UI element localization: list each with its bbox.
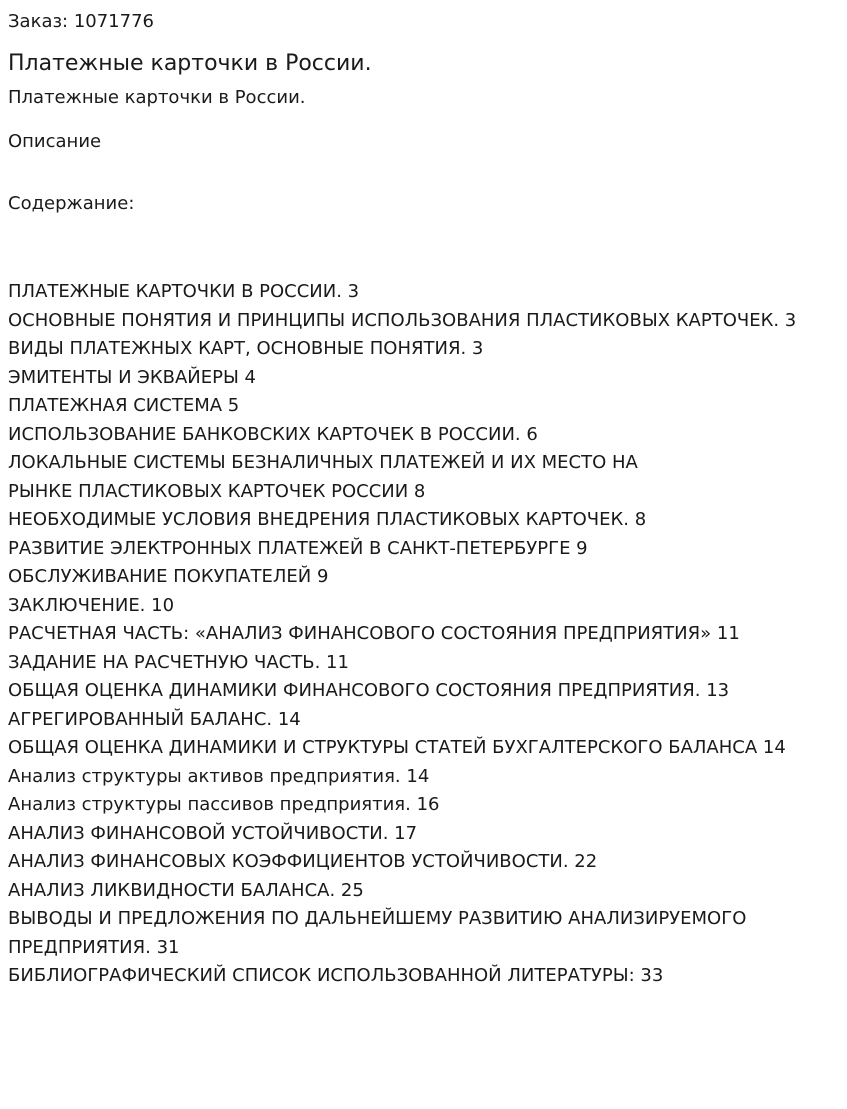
toc-item: ОБЩАЯ ОЦЕНКА ДИНАМИКИ И СТРУКТУРЫ СТАТЕЙ БУХГАЛТЕРСКОГО БАЛАНСА 14 — [8, 737, 786, 758]
toc-item: АНАЛИЗ ЛИКВИДНОСТИ БАЛАНСА. 25 — [8, 879, 364, 901]
toc-item: РАЗВИТИЕ ЭЛЕКТРОННЫХ ПЛАТЕЖЕЙ В САНКТ-ПЕТЕРБУРГЕ 9 — [8, 537, 588, 559]
toc-item: ВЫВОДЫ И ПРЕДЛОЖЕНИЯ ПО ДАЛЬНЕЙШЕМУ РАЗВИТИЮ АНАЛИЗИРУЕМОГО ПРЕДПРИЯТИЯ. 31 — [8, 908, 747, 958]
toc-item: Анализ структуры активов предприятия. 14 — [8, 765, 430, 787]
description-label: Описание — [8, 131, 102, 152]
page-title: Платежные карточки в России. — [8, 51, 372, 76]
toc-item: АНАЛИЗ ФИНАНСОВЫХ КОЭФФИЦИЕНТОВ УСТОЙЧИВОСТИ. 22 — [8, 851, 598, 872]
toc-item: ЭМИТЕНТЫ И ЭКВАЙЕРЫ 4 — [8, 366, 257, 388]
toc-item: ПЛАТЕЖНАЯ СИСТЕМА 5 — [8, 395, 240, 416]
page-subtitle: Платежные карточки в России. — [8, 87, 306, 108]
toc-item: БИБЛИОГРАФИЧЕСКИЙ СПИСОК ИСПОЛЬЗОВАННОЙ ЛИТЕРАТУРЫ: 33 — [8, 965, 664, 986]
toc-item: ЗАДАНИЕ НА РАСЧЕТНУЮ ЧАСТЬ. 11 — [8, 651, 349, 673]
contents-label: Содержание: — [8, 193, 135, 214]
order-number: Заказ: 1071776 — [8, 11, 154, 32]
toc-item: ОБЩАЯ ОЦЕНКА ДИНАМИКИ ФИНАНСОВОГО СОСТОЯНИЯ ПРЕДПРИЯТИЯ. 13 — [8, 680, 730, 701]
toc-item: ПЛАТЕЖНЫЕ КАРТОЧКИ В РОССИИ. 3 — [8, 281, 360, 302]
toc-item: ЗАКЛЮЧЕНИЕ. 10 — [8, 594, 175, 616]
toc-item: НЕОБХОДИМЫЕ УСЛОВИЯ ВНЕДРЕНИЯ ПЛАСТИКОВЫХ КАРТОЧЕК. 8 — [8, 509, 647, 530]
toc-item: АНАЛИЗ ФИНАНСОВОЙ УСТОЙЧИВОСТИ. 17 — [8, 822, 418, 844]
toc-item: ВИДЫ ПЛАТЕЖНЫХ КАРТ, ОСНОВНЫЕ ПОНЯТИЯ. 3 — [8, 338, 484, 359]
toc-item: ОСНОВНЫЕ ПОНЯТИЯ И ПРИНЦИПЫ ИСПОЛЬЗОВАНИЯ ПЛАСТИКОВЫХ КАРТОЧЕК. 3 — [8, 309, 797, 331]
toc-item: ОБСЛУЖИВАНИЕ ПОКУПАТЕЛЕЙ 9 — [8, 566, 329, 587]
toc-item: РЫНКЕ ПЛАСТИКОВЫХ КАРТОЧЕК РОССИИ 8 — [8, 480, 426, 502]
toc-item: Анализ структуры пассивов предприятия. 16 — [8, 794, 440, 815]
toc-item: АГРЕГИРОВАННЫЙ БАЛАНС. 14 — [8, 708, 301, 730]
toc-item: РАСЧЕТНАЯ ЧАСТЬ: «АНАЛИЗ ФИНАНСОВОГО СОСТОЯНИЯ ПРЕДПРИЯТИЯ» 11 — [8, 623, 740, 644]
toc-item: ЛОКАЛЬНЫЕ СИСТЕМЫ БЕЗНАЛИЧНЫХ ПЛАТЕЖЕЙ И ИХ МЕСТО НА — [8, 452, 638, 473]
toc-item: ИСПОЛЬЗОВАНИЕ БАНКОВСКИХ КАРТОЧЕК В РОССИИ. 6 — [8, 423, 538, 445]
table-of-contents — [8, 278, 839, 991]
